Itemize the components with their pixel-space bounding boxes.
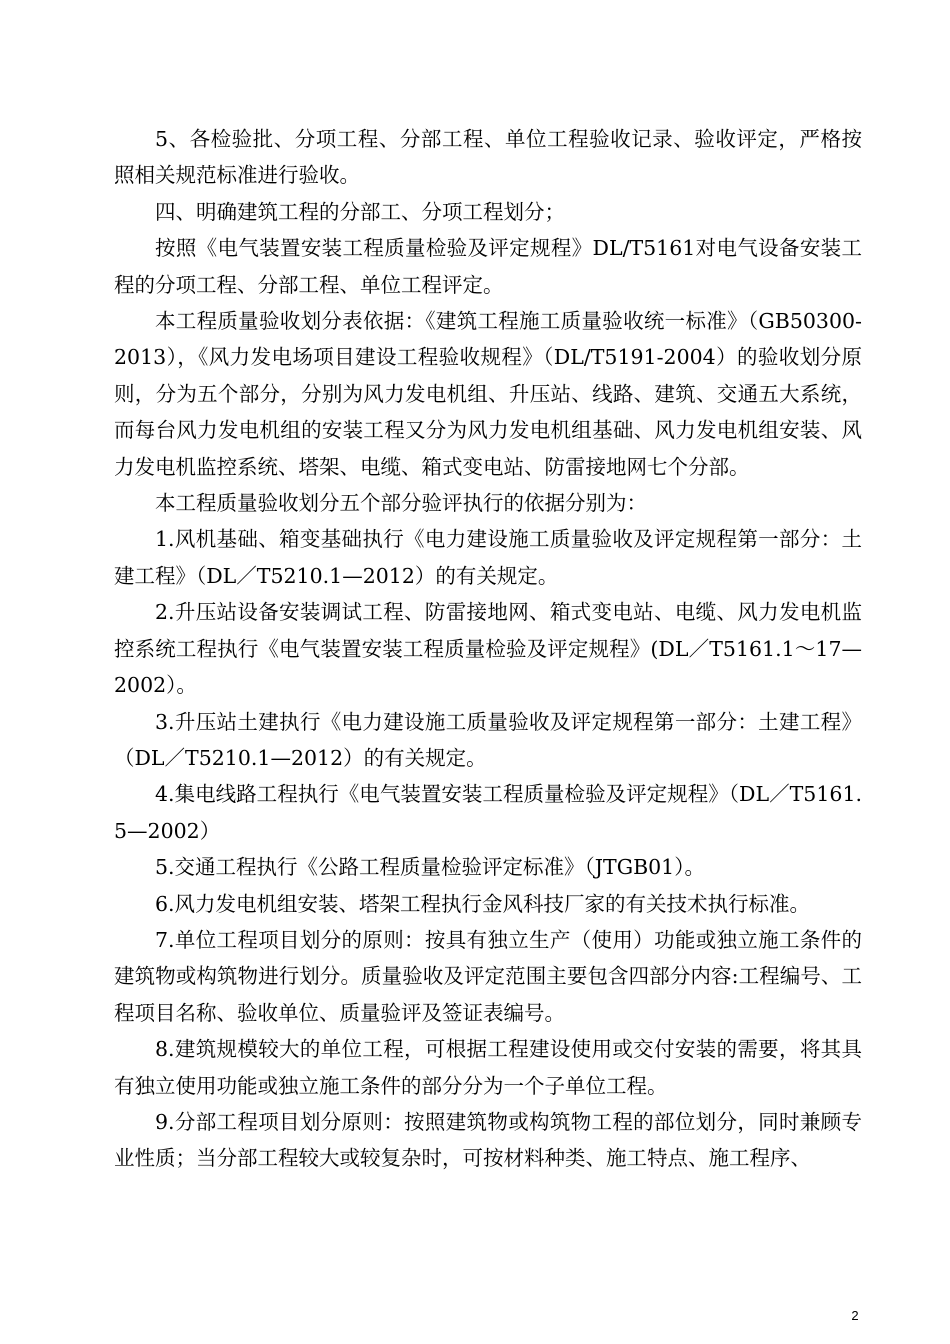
paragraph-evaluation-basis-intro: 本工程质量验收划分五个部分验评执行的依据分别为：	[155, 491, 647, 516]
paragraph-item-5-acceptance-records: 5、各检验批、分项工程、分部工程、单位工程验收记录、验收评定，严格按照相关规范标准进行验收。	[114, 127, 862, 188]
list-item-4: 4.集电线路工程执行《电气装置安装工程质量检验及评定规程》（DL／T5161.5—2002）	[114, 782, 862, 843]
section-heading-division: 四、明确建筑工程的分部工、分项工程划分；	[155, 199, 565, 224]
document-body	[114, 121, 862, 1177]
list-item-3: 3.升压站土建执行《电力建设施工质量验收及评定规程第一部分：土建工程》（DL／T5210.1—2012）的有关规定。	[114, 709, 862, 770]
list-item-5: 5.交通工程执行《公路工程质量检验评定标准》（JTGB01）。	[155, 855, 705, 880]
paragraph-electrical-standard: 按照《电气装置安装工程质量检验及评定规程》DL/T5161对电气设备安装工程的分项工程、分部工程、单位工程评定。	[114, 236, 862, 297]
list-item-8: 8.建筑规模较大的单位工程，可根据工程建设使用或交付安装的需要，将其具有独立使用功能或独立施工条件的部分分为一个子单位工程。	[114, 1037, 862, 1098]
list-item-9: 9.分部工程项目划分原则：按照建筑物或构筑物工程的部位划分，同时兼顾专业性质；当分部工程较大或较复杂时，可按材料种类、施工特点、施工程序、	[114, 1109, 862, 1171]
list-item-7: 7.单位工程项目划分的原则：按具有独立生产（使用）功能或独立施工条件的建筑物或构筑物进行划分。质量验收及评定范围主要包含四部分内容:工程编号、工程项目名称、验收单位、质量验评及签证表编号。	[114, 927, 862, 1025]
paragraph-division-basis: 本工程质量验收划分表依据：《建筑工程施工质量验收统一标准》（GB50300-2013），《风力发电场项目建设工程验收规程》（DL/T5191-2004）的验收划分原则，分为五个部分，分别为风力发电机组、升压站、线路、建筑、交通五大系统，而每台风力发电机组的安装工程又分为风力发电机组基础、风力发电机组安装、风力发电机监控系统、塔架、电缆、箱式变电站、防雷接地网七个分部。	[114, 309, 862, 479]
list-item-6: 6.风力发电机组安装、塔架工程执行金风科技厂家的有关技术执行标准。	[155, 891, 811, 916]
list-item-1: 1.风机基础、箱变基础执行《电力建设施工质量验收及评定规程第一部分：土建工程》（DL／T5210.1—2012）的有关规定。	[114, 527, 862, 588]
list-item-2: 2.升压站设备安装调试工程、防雷接地网、箱式变电站、电缆、风力发电机监控系统工程执行《电气装置安装工程质量检验及评定规程》(DL／T5161.1～17—2002）。	[114, 600, 862, 698]
page-number: 2	[851, 1308, 859, 1323]
